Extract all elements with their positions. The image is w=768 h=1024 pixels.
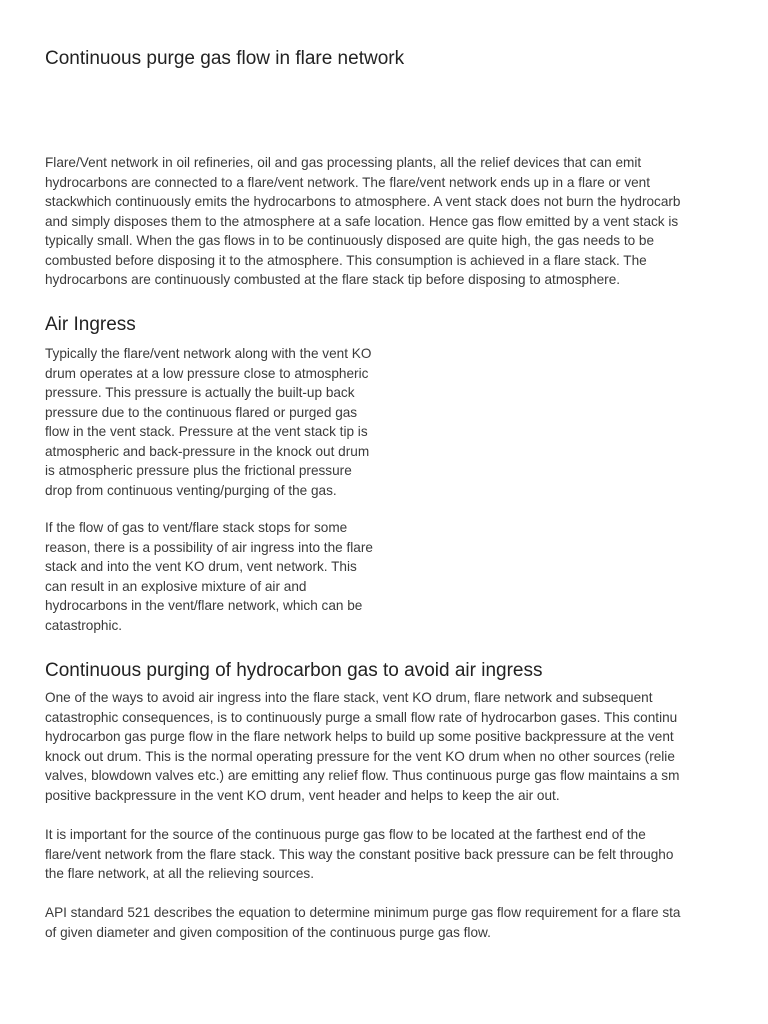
text-line: stackwhich continuously emits the hydrocarbons to atmosphere. A vent stack does not burn the hydrocarb	[45, 194, 681, 209]
text-line: and simply disposes them to the atmosphere at a safe location. Hence gas flow emitted by a vent stack is	[45, 213, 679, 229]
section-heading-continuous-purging: Continuous purging of hydrocarbon gas to avoid air ingress	[45, 660, 543, 681]
text-line: reason, there is a possibility of air ingress into the flare	[45, 539, 373, 555]
intro-paragraph	[45, 153, 680, 290]
text-line: hydrocarbon gas purge flow in the flare network helps to build up some positive backpressure at the vent	[45, 729, 674, 744]
text-line: If the flow of gas to vent/flare stack stops for some	[45, 520, 348, 535]
text-line: drum operates at a low pressure close to atmospheric	[45, 365, 369, 381]
text-line: API standard 521 describes the equation to determine minimum purge gas flow requirement for a flare sta	[45, 905, 681, 920]
text-line: flow in the vent stack. Pressure at the vent stack tip is	[45, 424, 368, 439]
text-line: catastrophic.	[45, 617, 123, 633]
text-line: drop from continuous venting/purging of the gas.	[45, 482, 337, 498]
text-line: It is important for the source of the continuous purge gas flow to be located at the farthest end of the	[45, 827, 646, 842]
text-line: pressure due to the continuous flared or purged gas	[45, 404, 358, 420]
text-line: hydrocarbons in the vent/flare network, which can be	[45, 598, 363, 613]
text-line: knock out drum. This is the normal operating pressure for the vent KO drum when no other sources (relie	[45, 748, 675, 764]
text-line: Flare/Vent network in oil refineries, oil and gas processing plants, all the relief devices that can emit	[45, 155, 642, 170]
air-ingress-paragraph-2	[45, 518, 373, 635]
text-line: Typically the flare/vent network along with the vent KO	[45, 346, 372, 361]
text-line: hydrocarbons are connected to a flare/vent network. The flare/vent network ends up in a flare or vent	[45, 174, 651, 190]
text-line: the flare network, at all the relieving sources.	[45, 866, 314, 881]
text-line: atmospheric and back-pressure in the knock out drum	[45, 443, 370, 459]
text-line: valves, blowdown valves etc.) are emitting any relief flow. Thus continuous purge gas flow maintains a sm	[45, 768, 680, 783]
section-heading-air-ingress: Air Ingress	[45, 314, 136, 335]
purging-paragraph-1	[45, 688, 679, 805]
text-line: typically small. When the gas flows in to be continuously disposed are quite high, the gas needs to be	[45, 233, 655, 248]
text-line: One of the ways to avoid air ingress into the flare stack, vent KO drum, flare network and subsequent	[45, 690, 653, 705]
page-title: Continuous purge gas flow in flare network	[45, 48, 405, 69]
text-line: catastrophic consequences, is to continuously purge a small flow rate of hydrocarbon gases. This continu	[45, 709, 678, 725]
text-line: stack and into the vent KO drum, vent network. This	[45, 559, 357, 574]
text-line: combusted before disposing it to the atmosphere. This consumption is achieved in a flare stack. The	[45, 252, 647, 268]
text-line: pressure. This pressure is actually the built-up back	[45, 385, 355, 400]
text-line: of given diameter and given composition of the continuous purge gas flow.	[45, 924, 491, 940]
purging-paragraph-2	[45, 825, 673, 884]
text-line: hydrocarbons are continuously combusted at the flare stack tip before disposing to atmosphere.	[45, 272, 621, 287]
air-ingress-paragraph-1	[45, 344, 371, 500]
purging-paragraph-3	[45, 903, 680, 942]
text-line: is atmospheric pressure plus the frictional pressure	[45, 463, 352, 478]
text-line: can result in an explosive mixture of air and	[45, 578, 307, 594]
text-line: positive backpressure in the vent KO drum, vent header and helps to keep the air out.	[45, 787, 560, 803]
text-line: flare/vent network from the flare stack. This way the constant positive back pressure can be felt througho	[45, 846, 674, 862]
